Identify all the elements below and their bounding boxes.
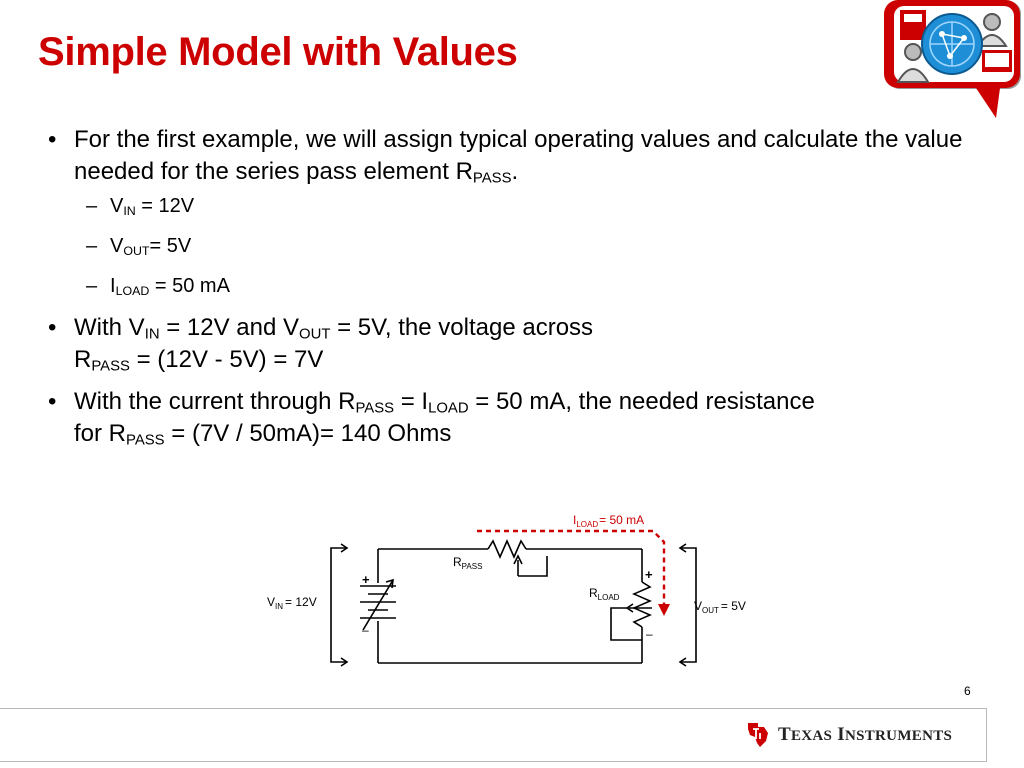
bullet-subscript: PASS (126, 432, 165, 449)
bullet-text: = I (394, 388, 429, 415)
bullet-item: • With $V_{IN} = 12V$ and $V_{OUT} = 5V$, the voltage across $R_{PASS} = (12V - 5V) = 7V$ (48, 314, 594, 375)
sub-bullet-value: = 50 mA (149, 275, 230, 297)
bullet-text: = 50 mA, the needed resistance (468, 388, 815, 415)
rpass-label: $R_{PASS}$ (453, 555, 483, 571)
sub-bullet-symbol: V (110, 195, 124, 217)
bullet-text: With the current through R (74, 388, 356, 415)
bullet-subscript: PASS (472, 170, 512, 187)
current-arrow-icon (658, 604, 670, 616)
bullet-text: For the first example, we will assign typical operating values and calculate the value needed for the series pass element R (74, 126, 963, 185)
slide-body (48, 124, 978, 454)
bullet-text: = (12V - 5V) = 7V (129, 346, 324, 373)
sub-bullet-symbol: V (110, 235, 124, 257)
sub-bullet-subscript: IN (123, 204, 136, 219)
sub-bullet-item: – $I_{LOAD} = 50$ mA (86, 275, 230, 299)
rload-plus-sign: + (645, 567, 653, 582)
series-pass-circuit-diagram (255, 500, 775, 680)
bullet-subscript: PASS (91, 358, 130, 375)
page-number: 6 (964, 684, 971, 698)
sub-bullet-symbol: I (110, 275, 116, 297)
sub-bullet-value: = 12V (135, 195, 195, 217)
sub-bullet-subscript: OUT (123, 244, 150, 259)
bullet-subscript: OUT (299, 326, 331, 343)
sub-bullet-subscript: LOAD (115, 284, 150, 299)
rload-resistor-icon (634, 582, 650, 627)
bullet-item: • With the current through $R_{PASS} = I_{LOAD} = 50$ mA, the needed resistance for $R_{PASS} = (7V / 50mA)= 140$ Ohms (48, 388, 815, 449)
vin-label: $V_{IN} = 12V$ (267, 595, 317, 611)
bullet-subscript: IN (144, 326, 160, 343)
sub-bullet-item: – $V_{IN} = 12V$ (86, 195, 195, 219)
bullet-text: = (7V / 50mA)= 140 Ohms (164, 420, 452, 447)
rload-label: $R_{LOAD}$ (589, 586, 620, 602)
iload-label: $I_{LOAD}= 50$ mA (573, 513, 645, 529)
bullet-subscript: PASS (355, 400, 395, 417)
slide-title: Simple Model with Values (38, 30, 518, 74)
sub-bullet-value: = 5V (149, 235, 192, 257)
ti-wordmark: TEXAS INSTRUMENTS (778, 724, 953, 745)
bullet-text: = 5V, the voltage across (330, 314, 594, 341)
texas-instruments-logo (746, 720, 952, 750)
training-logo-icon (884, 0, 1024, 118)
battery-plus-sign: + (362, 572, 370, 587)
battery-minus-sign: – (362, 623, 369, 637)
bullet-text: With V (74, 314, 145, 341)
rload-minus-sign: – (646, 627, 653, 641)
ti-state-icon (746, 721, 770, 749)
vout-label: $V_{OUT} = 5V$ (694, 599, 746, 615)
rpass-resistor-icon (488, 541, 526, 557)
bullet-text: = 12V and V (159, 314, 300, 341)
bullet-tail: . (511, 158, 519, 185)
sub-bullet-item: – $V_{OUT}= 5V$ (86, 235, 192, 259)
bullet-subscript: LOAD (428, 400, 469, 417)
bullet-text: R (74, 346, 92, 373)
bullet-text: for R (74, 420, 127, 447)
bullet-item: • For the first example, we will assign typical operating values and calculate the value needed for the series pass element $R_{PASS}$. (48, 126, 963, 187)
